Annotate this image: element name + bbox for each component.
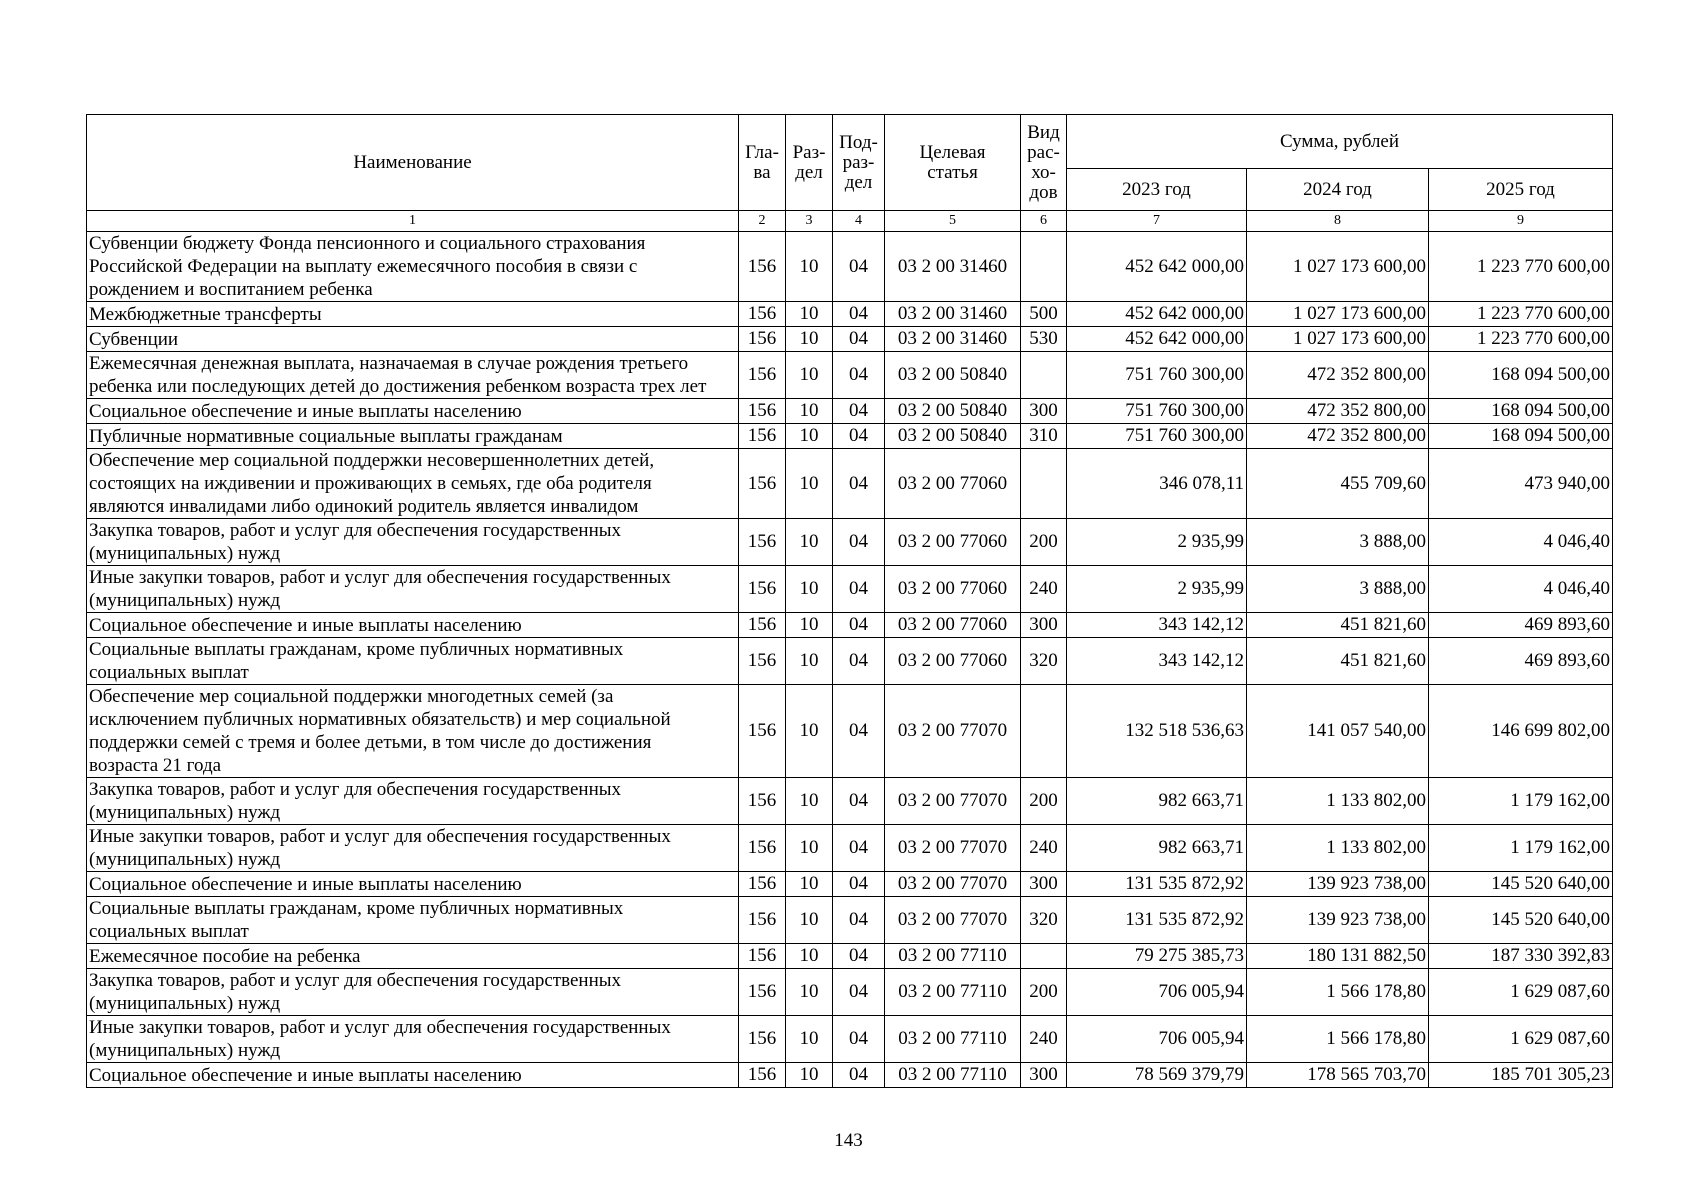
- cell-sum-2024: 1 027 173 600,00: [1247, 232, 1429, 302]
- cell-podrazdel: 04: [833, 1016, 885, 1063]
- header-text-line: дов: [1029, 181, 1058, 203]
- cell-tselevaya-statya: 03 2 00 77070: [885, 825, 1021, 872]
- cell-tselevaya-statya: 03 2 00 77060: [885, 519, 1021, 566]
- table-row: [87, 825, 1613, 872]
- cell-tselevaya-statya: 03 2 00 77070: [885, 872, 1021, 897]
- cell-name-line: Социальные выплаты гражданам, кроме публичных нормативных: [89, 639, 624, 660]
- cell-glava: 156: [739, 399, 786, 424]
- cell-razdel: 10: [786, 1016, 833, 1063]
- cell-razdel: 10: [786, 449, 833, 519]
- table-row: [87, 399, 1613, 424]
- cell-name: [87, 778, 739, 825]
- cell-name-line: Закупка товаров, работ и услуг для обеспечения государственных: [89, 970, 622, 991]
- header-text-line: Целевая: [919, 141, 986, 163]
- cell-sum-2023: 751 760 300,00: [1067, 424, 1247, 449]
- cell-vid-rashodov: 300: [1021, 399, 1067, 424]
- cell-sum-2023: 982 663,71: [1067, 778, 1247, 825]
- cell-sum-2023: 343 142,12: [1067, 638, 1247, 685]
- header-text-line: Раз-: [792, 141, 826, 163]
- cell-glava: 156: [739, 1016, 786, 1063]
- cell-podrazdel: 04: [833, 897, 885, 944]
- cell-tselevaya-statya: 03 2 00 31460: [885, 302, 1021, 327]
- cell-sum-2025: 469 893,60: [1429, 638, 1613, 685]
- cell-razdel: 10: [786, 519, 833, 566]
- cell-name-line: Социальное обеспечение и иные выплаты населению: [89, 1064, 522, 1086]
- cell-name-line: Закупка товаров, работ и услуг для обеспечения государственных: [89, 520, 622, 541]
- cell-sum-2023: 132 518 536,63: [1067, 685, 1247, 778]
- cell-name-line: Обеспечение мер социальной поддержки многодетных семей (за: [89, 686, 614, 707]
- cell-razdel: 10: [786, 566, 833, 613]
- page-number: 143: [834, 1130, 863, 1151]
- cell-vid-rashodov: 240: [1021, 566, 1067, 613]
- cell-sum-2023: 131 535 872,92: [1067, 872, 1247, 897]
- cell-sum-2023: 751 760 300,00: [1067, 399, 1247, 424]
- cell-tselevaya-statya: 03 2 00 77060: [885, 566, 1021, 613]
- table-row: [87, 1063, 1613, 1088]
- cell-sum-2023: 706 005,94: [1067, 969, 1247, 1016]
- cell-sum-2024: 455 709,60: [1247, 449, 1429, 519]
- cell-vid-rashodov: 200: [1021, 969, 1067, 1016]
- cell-name-line: (муниципальных) нужд: [89, 849, 281, 870]
- cell-podrazdel: 04: [833, 327, 885, 352]
- table-row: [87, 778, 1613, 825]
- budget-table: [86, 114, 1613, 1088]
- cell-name: [87, 944, 739, 969]
- cell-sum-2024: 1 566 178,80: [1247, 1016, 1429, 1063]
- header-razdel: [786, 115, 833, 211]
- table-row: [87, 327, 1613, 352]
- cell-razdel: 10: [786, 613, 833, 638]
- cell-tselevaya-statya: 03 2 00 31460: [885, 327, 1021, 352]
- cell-vid-rashodov: 500: [1021, 302, 1067, 327]
- header-text-line: Вид рас-: [1027, 121, 1060, 163]
- cell-name-line: состоящих на иждивении и проживающих в семьях, где оба родителя: [89, 473, 652, 494]
- header-podrazdel: [833, 115, 885, 211]
- cell-name-line: Обеспечение мер социальной поддержки несовершеннолетних детей,: [89, 450, 655, 471]
- cell-podrazdel: 04: [833, 825, 885, 872]
- cell-sum-2023: 78 569 379,79: [1067, 1063, 1247, 1088]
- cell-name-line: являются инвалидами либо одинокий родитель является инвалидом: [89, 496, 639, 517]
- cell-name: [87, 519, 739, 566]
- cell-name-line: Субвенции бюджету Фонда пенсионного и социального страхования: [89, 233, 646, 254]
- header-year-2023: 2023 год: [1067, 169, 1247, 211]
- cell-razdel: 10: [786, 352, 833, 399]
- cell-razdel: 10: [786, 685, 833, 778]
- cell-glava: 156: [739, 232, 786, 302]
- cell-glava: 156: [739, 566, 786, 613]
- cell-glava: 156: [739, 424, 786, 449]
- cell-sum-2024: 472 352 800,00: [1247, 424, 1429, 449]
- header-text-line: Гла-: [745, 141, 779, 163]
- cell-vid-rashodov: 320: [1021, 638, 1067, 685]
- table-row: [87, 449, 1613, 519]
- cell-glava: 156: [739, 519, 786, 566]
- col-number: 3: [786, 211, 833, 232]
- cell-glava: 156: [739, 302, 786, 327]
- col-number: 7: [1067, 211, 1247, 232]
- table-row: [87, 638, 1613, 685]
- cell-name: [87, 327, 739, 352]
- cell-name-line: рождением и воспитанием ребенка: [89, 279, 373, 300]
- cell-tselevaya-statya: 03 2 00 77070: [885, 897, 1021, 944]
- table-row: [87, 872, 1613, 897]
- cell-podrazdel: 04: [833, 1063, 885, 1088]
- cell-sum-2025: 185 701 305,23: [1429, 1063, 1613, 1088]
- cell-sum-2024: 178 565 703,70: [1247, 1063, 1429, 1088]
- cell-sum-2025: 168 094 500,00: [1429, 399, 1613, 424]
- cell-sum-2024: 472 352 800,00: [1247, 352, 1429, 399]
- cell-vid-rashodov: 320: [1021, 897, 1067, 944]
- cell-sum-2025: 473 940,00: [1429, 449, 1613, 519]
- cell-sum-2023: 2 935,99: [1067, 519, 1247, 566]
- cell-name: [87, 969, 739, 1016]
- cell-vid-rashodov: 310: [1021, 424, 1067, 449]
- cell-sum-2023: 131 535 872,92: [1067, 897, 1247, 944]
- cell-sum-2025: 1 223 770 600,00: [1429, 327, 1613, 352]
- cell-name: [87, 897, 739, 944]
- cell-sum-2024: 139 923 738,00: [1247, 872, 1429, 897]
- cell-name-line: Субвенции: [89, 328, 179, 350]
- cell-name: [87, 566, 739, 613]
- cell-name-line: исключением публичных нормативных обязательств) и мер социальной: [89, 709, 671, 730]
- cell-glava: 156: [739, 778, 786, 825]
- header-vid-rashodov: [1021, 115, 1067, 211]
- cell-name-line: Российской Федерации на выплату ежемесячного пособия в связи с: [89, 256, 638, 277]
- cell-sum-2024: 1 027 173 600,00: [1247, 302, 1429, 327]
- cell-tselevaya-statya: 03 2 00 77070: [885, 685, 1021, 778]
- header-year-2024: 2024 год: [1247, 169, 1429, 211]
- cell-vid-rashodov: 300: [1021, 613, 1067, 638]
- cell-tselevaya-statya: 03 2 00 77110: [885, 969, 1021, 1016]
- cell-name-line: Межбюджетные трансферты: [89, 303, 322, 325]
- cell-sum-2025: 168 094 500,00: [1429, 424, 1613, 449]
- cell-podrazdel: 04: [833, 449, 885, 519]
- cell-vid-rashodov: [1021, 944, 1067, 969]
- cell-sum-2023: 346 078,11: [1067, 449, 1247, 519]
- cell-sum-2024: 451 821,60: [1247, 613, 1429, 638]
- cell-name: [87, 1063, 739, 1088]
- cell-name-line: Социальное обеспечение и иные выплаты населению: [89, 873, 522, 895]
- header-text-line: хо-: [1031, 161, 1056, 183]
- table-row: [87, 969, 1613, 1016]
- cell-name-line: (муниципальных) нужд: [89, 802, 281, 823]
- cell-sum-2025: 1 179 162,00: [1429, 825, 1613, 872]
- header-year-2025: 2025 год: [1429, 169, 1613, 211]
- col-number: 1: [87, 211, 739, 232]
- cell-sum-2024: 3 888,00: [1247, 566, 1429, 613]
- cell-name-line: возраста 21 года: [89, 755, 222, 776]
- cell-glava: 156: [739, 1063, 786, 1088]
- col-number: 4: [833, 211, 885, 232]
- cell-sum-2023: 79 275 385,73: [1067, 944, 1247, 969]
- cell-name: [87, 685, 739, 778]
- cell-sum-2025: 1 179 162,00: [1429, 778, 1613, 825]
- cell-sum-2024: 1 133 802,00: [1247, 825, 1429, 872]
- cell-sum-2023: 982 663,71: [1067, 825, 1247, 872]
- cell-name: [87, 352, 739, 399]
- cell-tselevaya-statya: 03 2 00 77110: [885, 1016, 1021, 1063]
- cell-razdel: 10: [786, 872, 833, 897]
- cell-name-line: Социальное обеспечение и иные выплаты населению: [89, 614, 522, 636]
- header-text-line: дел: [844, 171, 873, 193]
- header-text-line: Под-: [839, 131, 878, 153]
- header-text-line: ва: [753, 161, 771, 183]
- cell-podrazdel: 04: [833, 638, 885, 685]
- cell-sum-2023: 452 642 000,00: [1067, 232, 1247, 302]
- table-row: [87, 944, 1613, 969]
- cell-vid-rashodov: 530: [1021, 327, 1067, 352]
- cell-name: [87, 825, 739, 872]
- cell-tselevaya-statya: 03 2 00 77060: [885, 449, 1021, 519]
- cell-podrazdel: 04: [833, 778, 885, 825]
- col-number: 5: [885, 211, 1021, 232]
- cell-podrazdel: 04: [833, 302, 885, 327]
- cell-sum-2025: 469 893,60: [1429, 613, 1613, 638]
- cell-name: [87, 232, 739, 302]
- cell-name-line: Иные закупки товаров, работ и услуг для обеспечения государственных: [89, 826, 671, 847]
- cell-tselevaya-statya: 03 2 00 77060: [885, 638, 1021, 685]
- cell-glava: 156: [739, 613, 786, 638]
- cell-name-line: Иные закупки товаров, работ и услуг для обеспечения государственных: [89, 567, 671, 588]
- cell-name-line: Публичные нормативные социальные выплаты гражданам: [89, 425, 563, 447]
- header-text-line: статья: [927, 161, 978, 183]
- cell-podrazdel: 04: [833, 566, 885, 613]
- cell-name-line: социальных выплат: [89, 662, 249, 683]
- cell-razdel: 10: [786, 302, 833, 327]
- cell-podrazdel: 04: [833, 969, 885, 1016]
- cell-podrazdel: 04: [833, 352, 885, 399]
- cell-razdel: 10: [786, 778, 833, 825]
- cell-razdel: 10: [786, 399, 833, 424]
- cell-razdel: 10: [786, 897, 833, 944]
- cell-glava: 156: [739, 685, 786, 778]
- cell-razdel: 10: [786, 825, 833, 872]
- cell-name-line: Иные закупки товаров, работ и услуг для обеспечения государственных: [89, 1017, 671, 1038]
- cell-podrazdel: 04: [833, 944, 885, 969]
- cell-sum-2023: 706 005,94: [1067, 1016, 1247, 1063]
- cell-sum-2025: 187 330 392,83: [1429, 944, 1613, 969]
- cell-name: [87, 399, 739, 424]
- cell-tselevaya-statya: 03 2 00 77070: [885, 778, 1021, 825]
- cell-podrazdel: 04: [833, 519, 885, 566]
- cell-tselevaya-statya: 03 2 00 50840: [885, 352, 1021, 399]
- cell-sum-2025: 4 046,40: [1429, 519, 1613, 566]
- cell-name: [87, 449, 739, 519]
- cell-razdel: 10: [786, 232, 833, 302]
- cell-razdel: 10: [786, 327, 833, 352]
- cell-vid-rashodov: 300: [1021, 872, 1067, 897]
- cell-sum-2024: 141 057 540,00: [1247, 685, 1429, 778]
- cell-sum-2023: 751 760 300,00: [1067, 352, 1247, 399]
- table-row: [87, 897, 1613, 944]
- cell-podrazdel: 04: [833, 232, 885, 302]
- cell-sum-2024: 180 131 882,50: [1247, 944, 1429, 969]
- cell-sum-2025: 4 046,40: [1429, 566, 1613, 613]
- cell-tselevaya-statya: 03 2 00 50840: [885, 424, 1021, 449]
- table-row: [87, 424, 1613, 449]
- cell-name: [87, 302, 739, 327]
- cell-sum-2024: 1 133 802,00: [1247, 778, 1429, 825]
- cell-vid-rashodov: 200: [1021, 778, 1067, 825]
- cell-vid-rashodov: [1021, 685, 1067, 778]
- cell-glava: 156: [739, 352, 786, 399]
- table-row: [87, 685, 1613, 778]
- cell-name-line: Социальные выплаты гражданам, кроме публичных нормативных: [89, 898, 624, 919]
- table-row: [87, 352, 1613, 399]
- cell-podrazdel: 04: [833, 424, 885, 449]
- cell-sum-2024: 472 352 800,00: [1247, 399, 1429, 424]
- cell-sum-2025: 146 699 802,00: [1429, 685, 1613, 778]
- cell-podrazdel: 04: [833, 399, 885, 424]
- cell-name: [87, 424, 739, 449]
- cell-tselevaya-statya: 03 2 00 77110: [885, 1063, 1021, 1088]
- header-summa: Сумма, рублей: [1067, 115, 1613, 169]
- cell-sum-2023: 343 142,12: [1067, 613, 1247, 638]
- cell-sum-2025: 1 223 770 600,00: [1429, 302, 1613, 327]
- cell-name-line: поддержки семей с тремя и более детьми, в том числе до достижения: [89, 732, 652, 753]
- cell-sum-2025: 1 629 087,60: [1429, 969, 1613, 1016]
- cell-vid-rashodov: [1021, 352, 1067, 399]
- cell-name-line: Социальное обеспечение и иные выплаты населению: [89, 400, 522, 422]
- cell-razdel: 10: [786, 424, 833, 449]
- cell-sum-2025: 168 094 500,00: [1429, 352, 1613, 399]
- table-body: [87, 232, 1613, 1088]
- cell-name-line: (муниципальных) нужд: [89, 993, 281, 1014]
- cell-name-line: (муниципальных) нужд: [89, 1040, 281, 1061]
- cell-vid-rashodov: 200: [1021, 519, 1067, 566]
- cell-tselevaya-statya: 03 2 00 50840: [885, 399, 1021, 424]
- cell-sum-2024: 1 027 173 600,00: [1247, 327, 1429, 352]
- cell-glava: 156: [739, 872, 786, 897]
- cell-sum-2025: 145 520 640,00: [1429, 872, 1613, 897]
- cell-name: [87, 638, 739, 685]
- header-tselevaya-statya: [885, 115, 1021, 211]
- cell-sum-2023: 452 642 000,00: [1067, 327, 1247, 352]
- cell-vid-rashodov: [1021, 449, 1067, 519]
- cell-glava: 156: [739, 638, 786, 685]
- table-row: [87, 519, 1613, 566]
- cell-tselevaya-statya: 03 2 00 31460: [885, 232, 1021, 302]
- cell-name-line: (муниципальных) нужд: [89, 590, 281, 611]
- col-number: 8: [1247, 211, 1429, 232]
- cell-name-line: Ежемесячная денежная выплата, назначаемая в случае рождения третьего: [89, 353, 689, 374]
- cell-tselevaya-statya: 03 2 00 77060: [885, 613, 1021, 638]
- cell-sum-2025: 1 629 087,60: [1429, 1016, 1613, 1063]
- header-text-line: раз-: [842, 151, 875, 173]
- cell-name-line: Ежемесячное пособие на ребенка: [89, 945, 361, 967]
- header-text-line: дел: [795, 161, 823, 183]
- cell-razdel: 10: [786, 944, 833, 969]
- cell-vid-rashodov: 300: [1021, 1063, 1067, 1088]
- cell-sum-2025: 1 223 770 600,00: [1429, 232, 1613, 302]
- cell-tselevaya-statya: 03 2 00 77110: [885, 944, 1021, 969]
- cell-name-line: социальных выплат: [89, 921, 249, 942]
- cell-glava: 156: [739, 944, 786, 969]
- table-row: [87, 566, 1613, 613]
- cell-glava: 156: [739, 449, 786, 519]
- cell-razdel: 10: [786, 638, 833, 685]
- col-number: 6: [1021, 211, 1067, 232]
- cell-vid-rashodov: 240: [1021, 1016, 1067, 1063]
- col-number: 2: [739, 211, 786, 232]
- cell-glava: 156: [739, 969, 786, 1016]
- table-row: [87, 232, 1613, 302]
- cell-podrazdel: 04: [833, 613, 885, 638]
- header-glava: [739, 115, 786, 211]
- cell-glava: 156: [739, 897, 786, 944]
- col-number: 9: [1429, 211, 1613, 232]
- table-row: [87, 302, 1613, 327]
- cell-name-line: (муниципальных) нужд: [89, 543, 281, 564]
- cell-vid-rashodov: [1021, 232, 1067, 302]
- cell-sum-2023: 452 642 000,00: [1067, 302, 1247, 327]
- cell-sum-2024: 139 923 738,00: [1247, 897, 1429, 944]
- cell-name-line: Закупка товаров, работ и услуг для обеспечения государственных: [89, 779, 622, 800]
- cell-podrazdel: 04: [833, 685, 885, 778]
- cell-sum-2025: 145 520 640,00: [1429, 897, 1613, 944]
- header-name: Наименование: [87, 115, 739, 211]
- table-row: [87, 613, 1613, 638]
- cell-name-line: ребенка или последующих детей до достижения ребенком возраста трех лет: [89, 376, 707, 397]
- cell-name: [87, 613, 739, 638]
- cell-glava: 156: [739, 825, 786, 872]
- cell-name: [87, 872, 739, 897]
- cell-podrazdel: 04: [833, 872, 885, 897]
- cell-name: [87, 1016, 739, 1063]
- cell-sum-2024: 3 888,00: [1247, 519, 1429, 566]
- cell-glava: 156: [739, 327, 786, 352]
- cell-vid-rashodov: 240: [1021, 825, 1067, 872]
- cell-razdel: 10: [786, 1063, 833, 1088]
- cell-sum-2024: 1 566 178,80: [1247, 969, 1429, 1016]
- cell-sum-2024: 451 821,60: [1247, 638, 1429, 685]
- cell-sum-2023: 2 935,99: [1067, 566, 1247, 613]
- table-row: [87, 1016, 1613, 1063]
- cell-razdel: 10: [786, 969, 833, 1016]
